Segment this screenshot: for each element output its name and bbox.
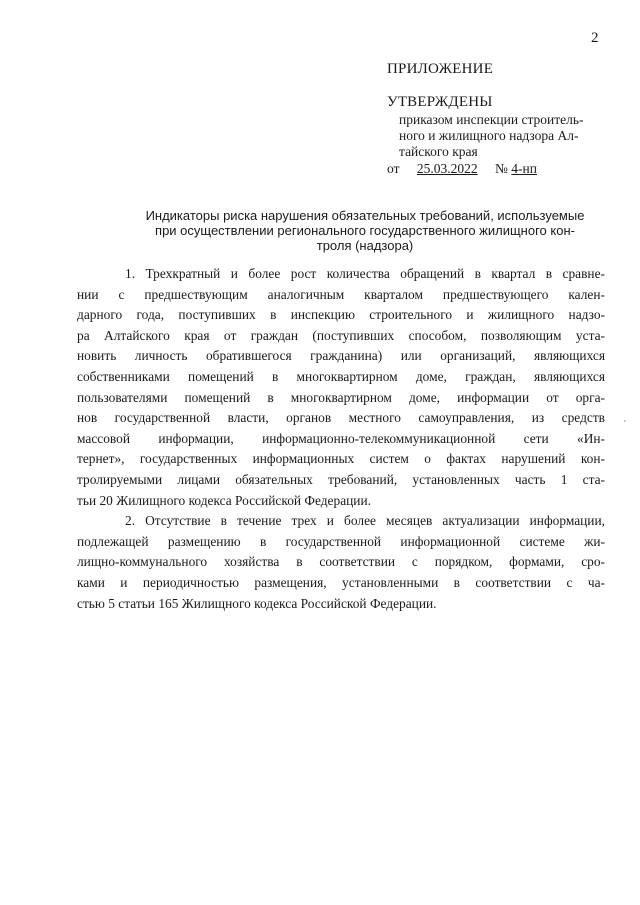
body-text	[77, 264, 605, 614]
paragraph-2-line: лищно-коммунального хозяйства в соответствии с порядком, формами, сро-	[77, 554, 605, 570]
paragraph-2-line: стью 5 статьи 165 Жилищного кодекса Российской Федерации.	[77, 595, 437, 611]
paragraph-2-line: подлежащей размещению в государственной информационной системе жи-	[77, 533, 605, 549]
paragraph-1-line: тьи 20 Жилищного кодекса Российской Федерации.	[77, 492, 371, 508]
paragraph-1-line: нов государственной власти, органов местного самоуправления, из средств	[77, 410, 605, 426]
date-prefix: от	[387, 161, 400, 176]
paragraph-1-line: нии с предшествующим аналогичным кварталом предшествующего кален-	[77, 286, 605, 302]
paragraph-1-line: пользователями помещений в многоквартирном доме, информации от орга-	[77, 389, 605, 405]
paragraph-1-line: тролируемыми лицами обязательных требований, установленных часть 1 ста-	[77, 471, 605, 487]
paragraph-1-line: 1. Трехкратный и более рост количества обращений в квартал в сравне-	[125, 266, 605, 281]
approved-label: УТВЕРЖДЕНЫ	[387, 94, 493, 110]
paragraph-1-line: тернет», государственных информационных систем о фактах нарушений кон-	[77, 451, 605, 467]
paragraph-1-line: новить личность обратившегося гражданина) или организаций, являющихся	[77, 348, 605, 364]
order-number: 4-нп	[511, 161, 537, 176]
paragraph-1-line: собственниками помещений в многоквартирном доме, граждан, являющихся	[77, 368, 605, 384]
document-heading	[120, 208, 610, 253]
order-line: приказом инспекции строитель-	[399, 112, 584, 127]
paragraph-2-line: ками и периодичностью размещения, установленными в соответствии с ча-	[77, 574, 605, 590]
scan-speck	[624, 420, 626, 422]
heading-line: при осуществлении регионального государственного жилищного кон-	[155, 223, 575, 238]
page-number: 2	[591, 30, 599, 46]
order-reference	[387, 161, 537, 177]
paragraph-1-line: ра Алтайского края от граждан (поступивших способом, позволяющим уста-	[77, 327, 605, 343]
order-date: 25.03.2022	[416, 161, 478, 176]
number-sign: №	[494, 161, 508, 176]
paragraph-1-line: дарного года, поступивших в инспекцию строительного и жилищного надзо-	[77, 307, 605, 323]
paragraph-1-line: массовой информации, информационно-телекоммуникационной сети «Ин-	[77, 430, 605, 446]
heading-line: Индикаторы риска нарушения обязательных требований, используемые	[145, 208, 585, 223]
paragraph-2-line: 2. Отсутствие в течение трех и более месяцев актуализации информации,	[125, 513, 605, 529]
order-line: тайского края	[399, 144, 478, 159]
heading-line: троля (надзора)	[316, 238, 414, 253]
order-line: ного и жилищного надзора Ал-	[399, 128, 579, 143]
appendix-label: ПРИЛОЖЕНИЕ	[387, 61, 494, 77]
